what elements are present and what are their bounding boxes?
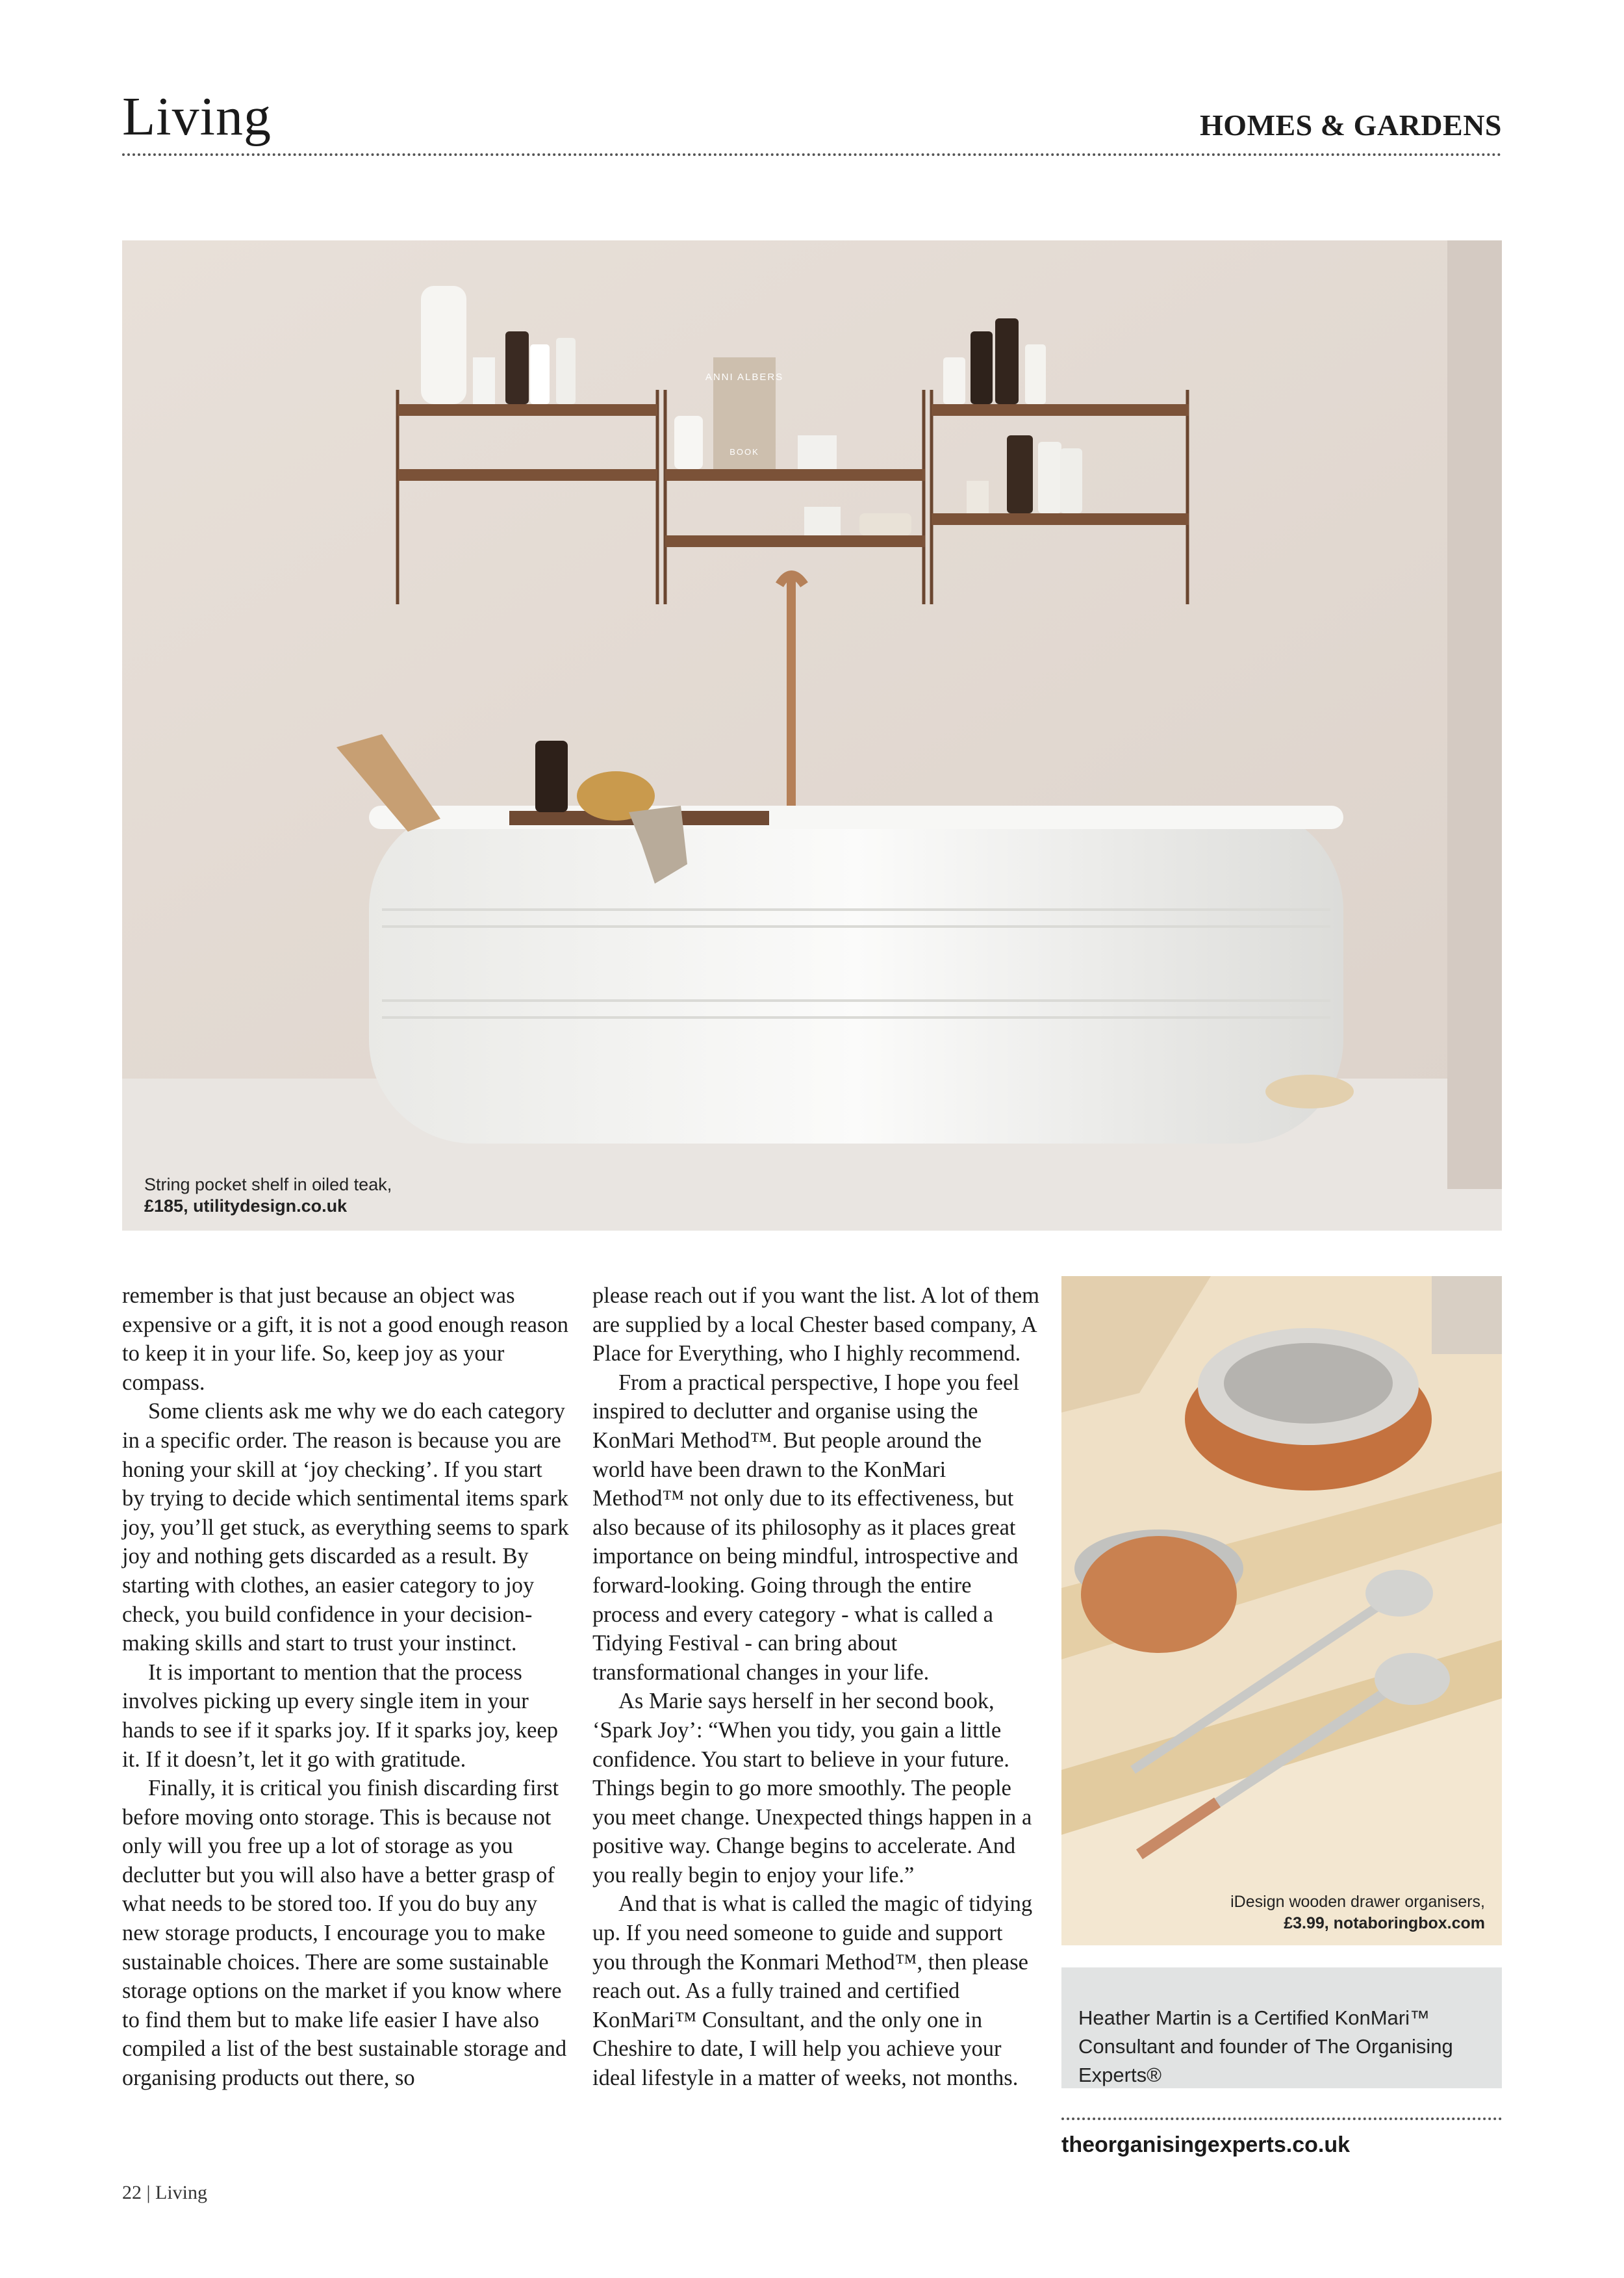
magazine-title: HOMES & GARDENS xyxy=(1200,109,1502,142)
bathroom-illustration xyxy=(122,240,1502,1231)
paragraph: Finally, it is critical you finish discarding first before moving onto storage. This is because not only will you free up a lot of storage as you declutter but you will also have a better grasp of what needs to be stored too. If you do buy any new storage products, I encourage you to make sustainable choices. There are some sustainable storage options on the market if you know where to find them but to make life easier I have also compiled a list of the best sustainable storage and organising products out there, so xyxy=(122,1776,567,2091)
bathroom-photo xyxy=(122,240,1502,1231)
page-footer: 22 | Living xyxy=(122,2182,208,2203)
drawer-illustration xyxy=(1061,1276,1502,1945)
hero-caption xyxy=(144,1174,392,1218)
drawer-caption-line1: iDesign wooden drawer organisers, xyxy=(1230,1893,1485,1911)
hero-caption-price: £185, utilitydesign.co.uk xyxy=(144,1196,348,1216)
body-column-1 xyxy=(122,1281,569,2093)
author-bio-box xyxy=(1061,1967,1502,2088)
paragraph: please reach out if you want the list. A lot of them are supplied by a local Chester based company, A Place for Everything, who I highly recommend. xyxy=(592,1283,1039,1366)
website-link[interactable]: theorganisingexperts.co.uk xyxy=(1061,2132,1350,2157)
author-bio-text: Heather Martin is a Certified KonMari™ Consultant and founder of The Organising Experts® xyxy=(1078,2006,1453,2086)
body-column-2 xyxy=(592,1281,1039,2093)
book-title-text: ANNI ALBERS xyxy=(705,372,784,383)
paragraph: As Marie says herself in her second book, ‘Spark Joy’: “When you tidy, you gain a little confidence. You start to believe in your future. Things begin to go more smoothly. The people you meet change. Unexpected things happen in a positive way. Change begins to accelerate. And you really begin to enjoy your life.” xyxy=(592,1689,1032,1888)
paragraph: remember is that just because an object was expensive or a gift, it is not a good enough reason to keep it in your life. So, keep joy as your compass. xyxy=(122,1283,568,1395)
bio-divider xyxy=(1061,2118,1502,2120)
hero-caption-line1: String pocket shelf in oiled teak, xyxy=(144,1174,392,1194)
header-divider xyxy=(122,153,1502,156)
drawer-caption-price: £3.99, notaboringbox.com xyxy=(1284,1913,1485,1932)
drawer-organiser-photo xyxy=(1061,1276,1502,1945)
drawer-caption xyxy=(1230,1891,1485,1934)
hero-caption-line2 xyxy=(144,1196,392,1218)
paragraph: From a practical perspective, I hope you feel inspired to declutter and organise using the KonMari Method™. But people around the world have been drawn to the KonMari Method™ not only due to its effectiveness, but also because of its philosophy as it places great importance on being mindful, introspective and forward-looking. Going through the entire process and every category - what is called a Tidying Festival - can bring about transformational changes in your life. xyxy=(592,1370,1019,1685)
paragraph: Some clients ask me why we do each category in a specific order. The reason is because you are honing your skill at ‘joy checking’. If you start by trying to decide which sentimental items spark joy, you’ll get stuck, as everything seems to spark joy and nothing gets discarded as a result. By starting with clothes, an easier category to joy check, you build confidence in your decision-making skills and start to trust your instinct. xyxy=(122,1399,569,1656)
section-title: Living xyxy=(122,86,272,147)
paragraph: It is important to mention that the process involves picking up every single item in your hands to see if it sparks joy. If it sparks joy, keep it. If it doesn’t, let it go with gratitude. xyxy=(122,1659,559,1772)
paragraph: And that is what is called the magic of tidying up. If you need someone to guide and support you through the Konmari Method™, then please reach out. As a fully trained and certified KonMari™ Consultant, and the only one in Cheshire to date, I will help you achieve your ideal lifestyle in a matter of weeks, not months. xyxy=(592,1891,1033,2091)
book-sub-text: BOOK xyxy=(730,447,759,457)
